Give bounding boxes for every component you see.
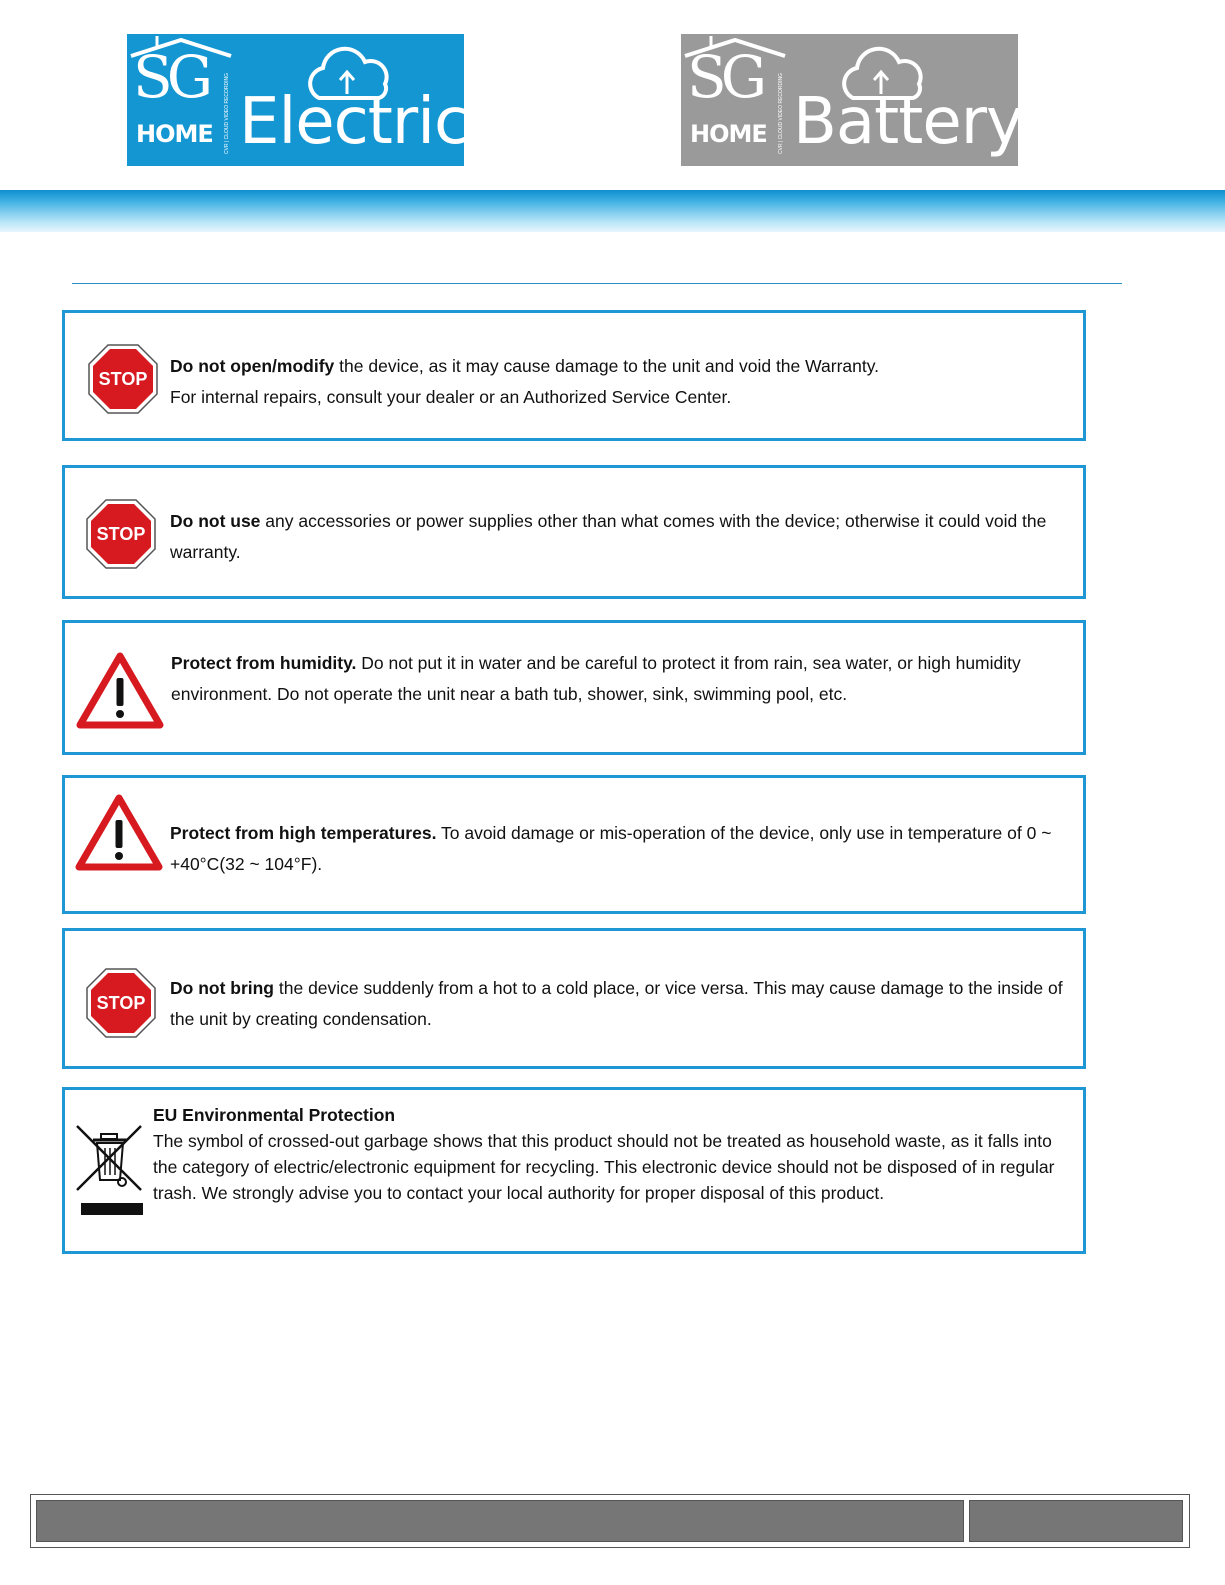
sg-home-electric-logo [127, 34, 469, 166]
notice-bold: Do not bring [170, 978, 275, 998]
notice-line2: For internal repairs, consult your dealer or an Authorized Service Center. [170, 387, 732, 407]
warning-triangle-icon [76, 795, 162, 871]
notice-bold: Do not use [170, 511, 261, 531]
logo-tagline: CVR | CLOUD VIDEO RECORDING [224, 72, 230, 154]
notice-body: the device, as it may cause damage to the unit and void the Warranty. [334, 356, 880, 376]
eu-notice-body: The symbol of crossed-out garbage shows that this product should not be treated as household waste, as it falls into the category of electric/electronic equipment for recycling. This electronic device should not be disposed of in regular trash. We strongly advise you to contact your local authority for proper disposal of this product. [153, 1131, 1055, 1203]
stop-sign-icon [85, 498, 157, 570]
notice-bold: Protect from humidity. [171, 653, 357, 673]
svg-text:STOP: STOP [96, 993, 146, 1013]
warning-triangle-icon [77, 653, 163, 729]
logo-home-text: HOME [690, 120, 767, 148]
divider-line [72, 283, 1122, 284]
crossed-out-bin-icon [75, 1124, 151, 1220]
notice-body: To avoid damage or mis-operation of the device, only use in temperature of 0 ~ +40°C(32 ~ 104°F). [170, 823, 1052, 874]
footer-left-bar [36, 1500, 964, 1542]
notice-text [171, 648, 1063, 710]
logo-sg-text: SG [687, 43, 762, 111]
svg-text:STOP: STOP [96, 524, 146, 544]
notice-box [62, 465, 1086, 599]
notice-text [170, 818, 1063, 880]
eu-notice-title: EU Environmental Protection [153, 1105, 396, 1125]
page-footer [30, 1494, 1190, 1548]
stop-sign-icon [87, 343, 159, 415]
notice-body: any accessories or power supplies other than what comes with the device; otherwise it could void the warranty. [170, 511, 1047, 562]
notice-body: Do not put it in water and be careful to protect it from rain, sea water, or high humidity environment. Do not operate the unit near a bath tub, shower, sink, swimming pool, etc. [171, 653, 1021, 704]
notice-bold: Protect from high temperatures. [170, 823, 437, 843]
logo-word-battery: Battery [793, 85, 1023, 159]
notice-text [170, 506, 1063, 568]
notice-text [170, 973, 1063, 1035]
stop-sign-icon [85, 967, 157, 1039]
sg-home-battery-logo [681, 34, 1023, 166]
notice-bold: Do not open/modify [170, 356, 335, 376]
logo-home-text: HOME [136, 120, 213, 148]
logo-word-electric: Electric [239, 85, 469, 159]
notice-box [62, 620, 1086, 755]
eu-notice-box [62, 1087, 1086, 1254]
notice-box [62, 928, 1086, 1069]
notice-text [170, 351, 1063, 413]
notice-box [62, 775, 1086, 914]
logo-sg-text: SG [133, 43, 208, 111]
header-gradient-bar [0, 190, 1225, 232]
eu-notice-text [153, 1102, 1063, 1206]
logo-tagline: CVR | CLOUD VIDEO RECORDING [778, 72, 784, 154]
notice-box [62, 310, 1086, 441]
footer-right-bar [969, 1500, 1183, 1542]
notice-body: the device suddenly from a hot to a cold place, or vice versa. This may cause damage to the inside of the unit by creating condensation. [170, 978, 1063, 1029]
svg-text:STOP: STOP [98, 369, 148, 389]
